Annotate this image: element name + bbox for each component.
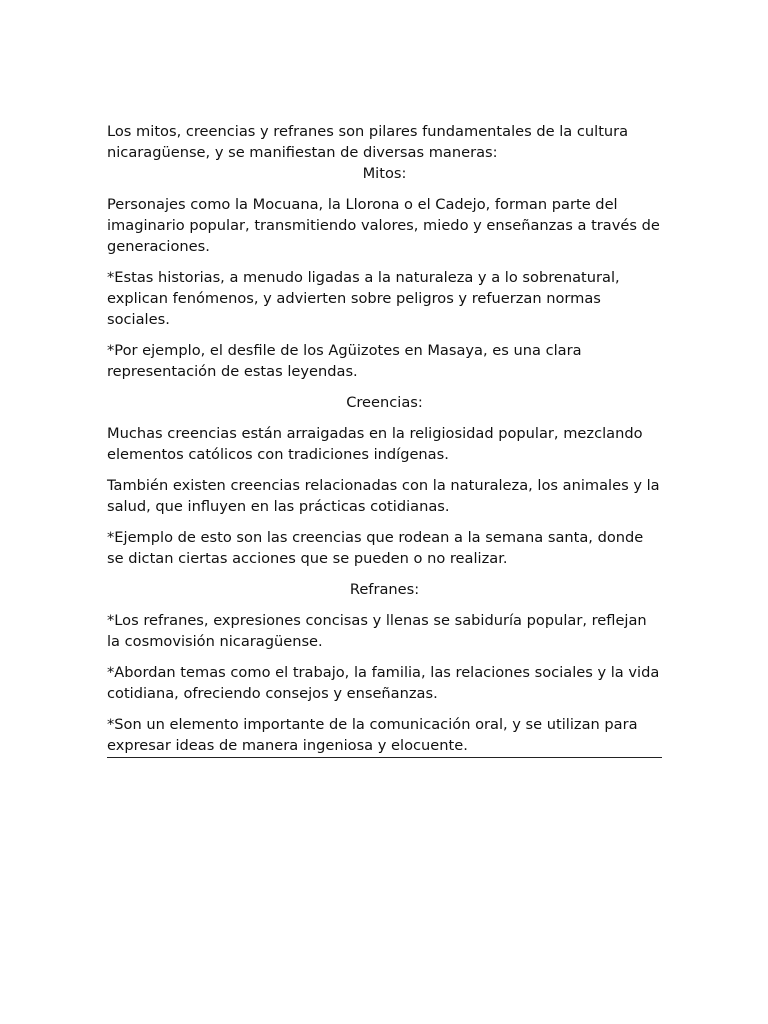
paragraph: *Los refranes, expresiones concisas y llenas se sabiduría popular, reflejan la cosmovisión nicaragüense. <box>107 612 647 650</box>
section-refranes <box>107 579 662 758</box>
section-heading: Creencias: <box>346 394 423 411</box>
section-mitos <box>107 163 662 382</box>
paragraph: *Son un elemento importante de la comunicación oral, y se utilizan para expresar ideas de manera ingeniosa y elocuente. <box>107 714 662 758</box>
section-creencias <box>107 392 662 569</box>
paragraph: *Por ejemplo, el desfile de los Agüizotes en Masaya, es una clara representación de estas leyendas. <box>107 342 582 380</box>
section-heading: Mitos: <box>362 165 407 182</box>
paragraph: También existen creencias relacionadas con la naturaleza, los animales y la salud, que influyen en las prácticas cotidianas. <box>107 477 660 515</box>
paragraph: Muchas creencias están arraigadas en la religiosidad popular, mezclando elementos católicos con tradiciones indígenas. <box>107 425 643 463</box>
section-heading: Refranes: <box>349 581 420 598</box>
paragraph: Personajes como la Mocuana, la Llorona o el Cadejo, forman parte del imaginario popular, transmitiendo valores, miedo y enseñanzas a través de generaciones. <box>107 196 660 255</box>
intro-paragraph: Los mitos, creencias y refranes son pilares fundamentales de la cultura nicaragüense, y se manifiestan de diversas maneras: <box>107 123 629 161</box>
paragraph: *Ejemplo de esto son las creencias que rodean a la semana santa, donde se dictan ciertas acciones que se pueden o no realizar. <box>107 529 644 567</box>
paragraph: *Estas historias, a menudo ligadas a la naturaleza y a lo sobrenatural, explican fenómenos, y advierten sobre peligros y refuerzan normas sociales. <box>107 269 620 328</box>
document-body <box>107 121 662 758</box>
paragraph: *Abordan temas como el trabajo, la familia, las relaciones sociales y la vida cotidiana, ofreciendo consejos y enseñanzas. <box>107 664 660 702</box>
